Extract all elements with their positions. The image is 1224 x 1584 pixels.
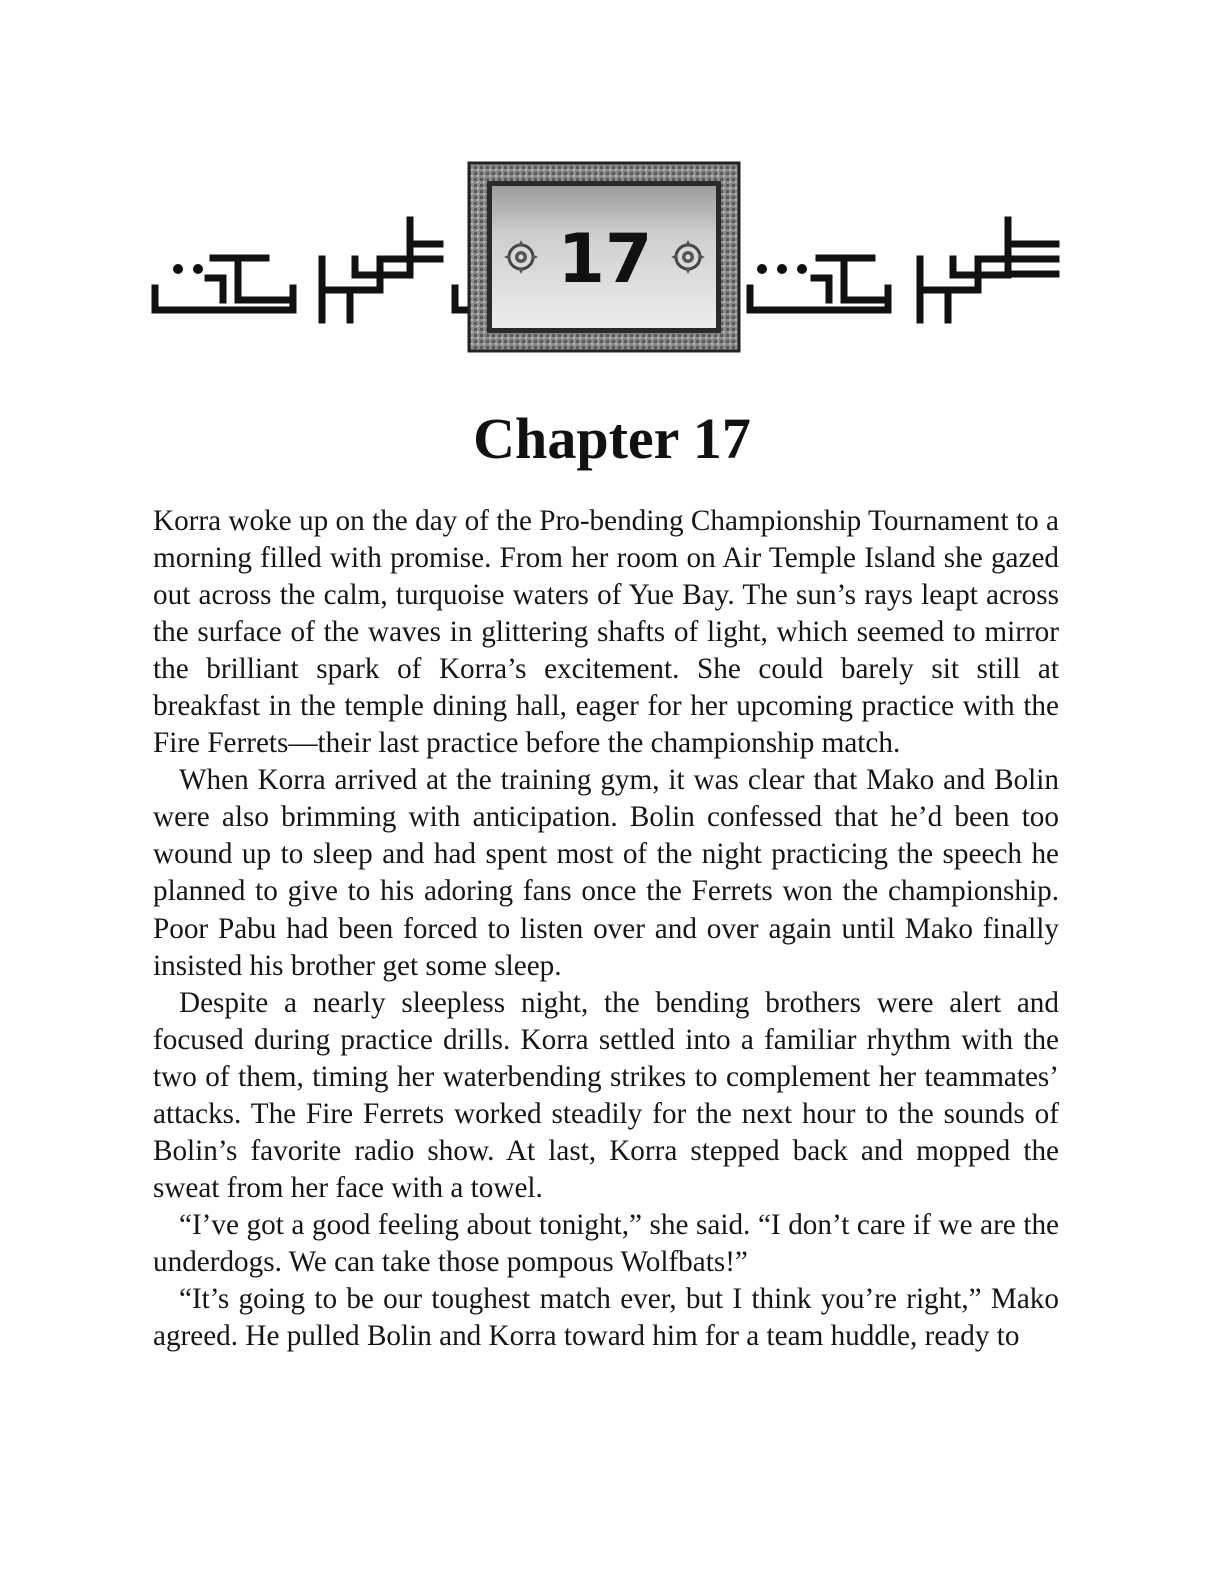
chapter-title: Chapter 17 <box>473 406 751 471</box>
chapter-ornament <box>150 160 1062 355</box>
paragraph: “I’ve got a good feeling about tonight,” she said. “I don’t care if we are the underdogs. We can take those pompous Wolfbats!” <box>153 1208 1059 1278</box>
paragraph: Korra woke up on the day of the Pro-bending Championship Tournament to a morning filled with promise. From her room on Air Temple Island she gazed out across the calm, turquoise waters of Yue Bay. The sun’s rays leapt across the surface of the waves in glittering shafts of light, which seemed to mirror the brilliant spark of Korra’s excitement. She could barely sit still at breakfast in the temple dining hall, eager for her upcoming practice with the Fire Ferrets—their last practice before the championship match. <box>153 505 1059 760</box>
chapter-ornament-graphic <box>150 160 1062 355</box>
paragraph: “It’s going to be our toughest match ever, but I think you’re right,” Mako agreed. He pulled Bolin and Korra toward him for a team huddle, ready to <box>153 1282 1059 1353</box>
chapter-number-frame <box>469 163 739 351</box>
paragraph: Despite a nearly sleepless night, the bending brothers were alert and focused during practice drills. Korra settled into a familiar rhythm with the two of them, timing her waterbending strikes to complement her teammates’ attacks. The Fire Ferrets worked steadily for the next hour to the sounds of Bolin’s favorite radio show. At last, Korra stepped back and mopped the sweat from her face with a towel. <box>153 986 1059 1204</box>
left-meander-border <box>155 220 472 320</box>
ornament-number: 17 <box>557 220 653 299</box>
chapter-body <box>153 503 1059 1355</box>
paragraph: When Korra arrived at the training gym, it was clear that Mako and Bolin were also brimming with anticipation. Bolin confessed that he’d been too wound up to sleep and had spent most of the night practicing the speech he planned to give to his adoring fans once the Ferrets won the championship. Poor Pabu had been forced to listen over and over again until Mako finally insisted his brother get some sleep. <box>153 764 1059 982</box>
right-meander-border <box>750 220 1056 320</box>
